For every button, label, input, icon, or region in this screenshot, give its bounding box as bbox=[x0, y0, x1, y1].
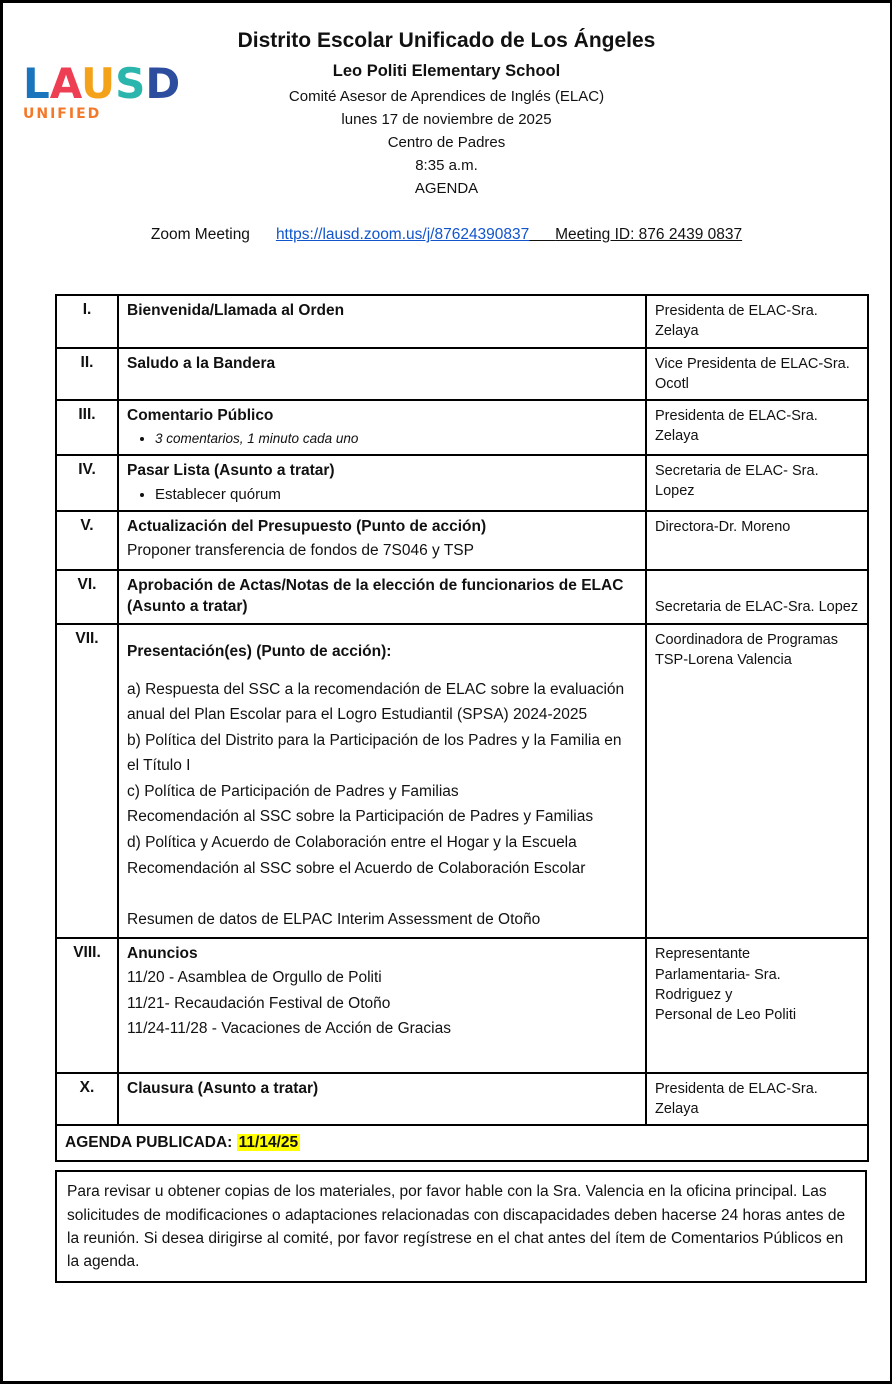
row-presenter bbox=[646, 624, 868, 939]
doc-type-label: AGENDA bbox=[414, 180, 479, 197]
lausd-logo bbox=[23, 59, 181, 122]
agenda-row bbox=[56, 455, 868, 512]
row-presenter: Directora-Dr. Moreno bbox=[646, 511, 868, 569]
row-presenter: Presidenta de ELAC-Sra. Zelaya bbox=[646, 1073, 868, 1126]
row-title: Saludo a la Bandera bbox=[127, 354, 276, 372]
logo-letter: A bbox=[49, 59, 81, 108]
row-line: 11/20 - Asamblea de Orgullo de Politi bbox=[127, 969, 382, 987]
agenda-row bbox=[56, 624, 868, 939]
row-presenter: Presidenta de ELAC-Sra. Zelaya bbox=[646, 400, 868, 454]
row-presenter-line: Coordinadora de Programas bbox=[655, 631, 838, 648]
row-topic bbox=[118, 348, 646, 401]
row-line: d) Política y Acuerdo de Colaboración entre el Hogar y la Escuela bbox=[127, 833, 577, 851]
row-title: Bienvenida/Llamada al Orden bbox=[127, 302, 345, 319]
zoom-meeting-link[interactable]: https://lausd.zoom.us/j/87624390837 bbox=[275, 226, 530, 243]
row-title: Actualización del Presupuesto (Punto de acción) bbox=[127, 518, 487, 536]
meeting-date: lunes 17 de noviembre de 2025 bbox=[341, 111, 552, 128]
row-line: Recomendación al SSC sobre el Acuerdo de Colaboración Escolar bbox=[127, 859, 586, 877]
zoom-meeting-line bbox=[3, 226, 890, 244]
agenda-row bbox=[56, 938, 868, 1073]
row-numeral: X. bbox=[56, 1073, 118, 1126]
committee-name: Comité Asesor de Aprendices de Inglés (ELAC) bbox=[288, 88, 605, 105]
zoom-label: Zoom Meeting bbox=[150, 226, 250, 243]
district-title: Distrito Escolar Unificado de Los Ángeles bbox=[237, 29, 656, 52]
row-presenter: Secretaria de ELAC-Sra. Lopez bbox=[646, 570, 868, 624]
row-presenter-line: TSP-Lorena Valencia bbox=[655, 651, 792, 668]
row-presenter: Vice Presidenta de ELAC-Sra. Ocotl bbox=[646, 348, 868, 401]
row-title: Aprobación de Actas/Notas de la elección de funcionarios de ELAC (Asunto a tratar) bbox=[127, 576, 624, 615]
row-title: Presentación(es) (Punto de acción): bbox=[127, 642, 392, 660]
row-bullet: • 3 comentarios, 1 minuto cada uno bbox=[155, 429, 637, 449]
row-numeral: IV. bbox=[56, 455, 118, 512]
logo-letter: L bbox=[23, 59, 50, 108]
agenda-published-cell bbox=[56, 1125, 868, 1161]
agenda-row bbox=[56, 400, 868, 454]
row-line: Recomendación al SSC sobre la Participación de Padres y Familias bbox=[127, 808, 594, 826]
zoom-meeting-id: Meeting ID: 876 2439 0837 bbox=[555, 226, 743, 243]
row-topic bbox=[118, 1073, 646, 1126]
row-numeral: VII. bbox=[56, 624, 118, 939]
row-presenter: Presidenta de ELAC-Sra. Zelaya bbox=[646, 295, 868, 348]
row-presenter: Secretaria de ELAC- Sra. Lopez bbox=[646, 455, 868, 512]
lausd-logo-tagline: UNIFIED bbox=[23, 106, 102, 122]
row-numeral: V. bbox=[56, 511, 118, 569]
row-topic bbox=[118, 570, 646, 624]
row-line: a) Respuesta del SSC a la recomendación de ELAC sobre la evaluación anual del Plan Escolar para el Logro Estudiantil (SPSA) 2024-2025 bbox=[127, 680, 625, 724]
row-line: Resumen de datos de ELPAC Interim Assessment de Otoño bbox=[127, 910, 541, 928]
row-presenter-line: Rodriguez y bbox=[655, 986, 733, 1003]
agenda-row bbox=[56, 511, 868, 569]
row-line: c) Política de Participación de Padres y Familias bbox=[127, 782, 459, 800]
logo-letter: S bbox=[115, 59, 146, 108]
lausd-logo-letters bbox=[23, 59, 181, 108]
agenda-row bbox=[56, 348, 868, 401]
row-presenter-line: Parlamentaria- Sra. bbox=[655, 966, 781, 983]
document-header bbox=[3, 3, 890, 244]
row-title: Pasar Lista (Asunto a tratar) bbox=[127, 461, 335, 479]
agenda-table bbox=[55, 294, 869, 1162]
row-numeral: I. bbox=[56, 295, 118, 348]
row-line bbox=[127, 881, 637, 907]
row-line: 11/24-11/28 - Vacaciones de Acción de Gracias bbox=[127, 1020, 451, 1038]
agenda-row bbox=[56, 1073, 868, 1126]
row-topic bbox=[118, 400, 646, 454]
row-title: Clausura (Asunto a tratar) bbox=[127, 1079, 319, 1097]
row-presenter-line: Personal de Leo Politi bbox=[655, 1007, 797, 1024]
row-title: Comentario Público bbox=[127, 407, 274, 425]
agenda-published-date: 11/14/25 bbox=[238, 1134, 299, 1152]
row-numeral: VI. bbox=[56, 570, 118, 624]
row-bullet-list bbox=[155, 484, 637, 506]
agenda-row bbox=[56, 570, 868, 624]
row-presenter bbox=[646, 938, 868, 1073]
meeting-time: 8:35 a.m. bbox=[415, 157, 478, 174]
footer-note: Para revisar u obtener copias de los materiales, por favor hable con la Sra. Valencia en la oficina principal. Las solicitudes de modificaciones o adaptaciones relacionadas con discapacidades deben hacerse 24 horas antes de la reunión. Si desea dirigirse al comité, por favor regístrese en el chat antes del ítem de Comentarios Públicos en la agenda. bbox=[55, 1170, 867, 1283]
school-name: Leo Politi Elementary School bbox=[332, 62, 561, 80]
row-numeral: II. bbox=[56, 348, 118, 401]
row-numeral: III. bbox=[56, 400, 118, 454]
logo-letter: D bbox=[145, 59, 181, 108]
row-topic bbox=[118, 938, 646, 1073]
agenda-published-label: AGENDA PUBLICADA: bbox=[65, 1134, 233, 1152]
agenda-published-row bbox=[56, 1125, 868, 1161]
row-line: Proponer transferencia de fondos de 7S046 y TSP bbox=[127, 542, 474, 560]
row-bullet-list bbox=[155, 429, 637, 449]
agenda-row bbox=[56, 295, 868, 348]
zoom-gap bbox=[529, 226, 555, 243]
row-presenter-line: Representante bbox=[655, 946, 751, 963]
meeting-location: Centro de Padres bbox=[387, 134, 506, 151]
agenda-table-body bbox=[56, 295, 868, 1125]
row-topic bbox=[118, 624, 646, 939]
row-numeral: VIII. bbox=[56, 938, 118, 1073]
row-title: Anuncios bbox=[127, 945, 198, 963]
row-topic bbox=[118, 455, 646, 512]
row-line: 11/21- Recaudación Festival de Otoño bbox=[127, 994, 391, 1012]
row-bullet: • Establecer quórum bbox=[155, 484, 637, 506]
row-line: b) Política del Distrito para la Participación de los Padres y la Familia en el Título I bbox=[127, 731, 622, 775]
logo-letter: U bbox=[80, 59, 116, 108]
row-topic bbox=[118, 511, 646, 569]
row-topic bbox=[118, 295, 646, 348]
